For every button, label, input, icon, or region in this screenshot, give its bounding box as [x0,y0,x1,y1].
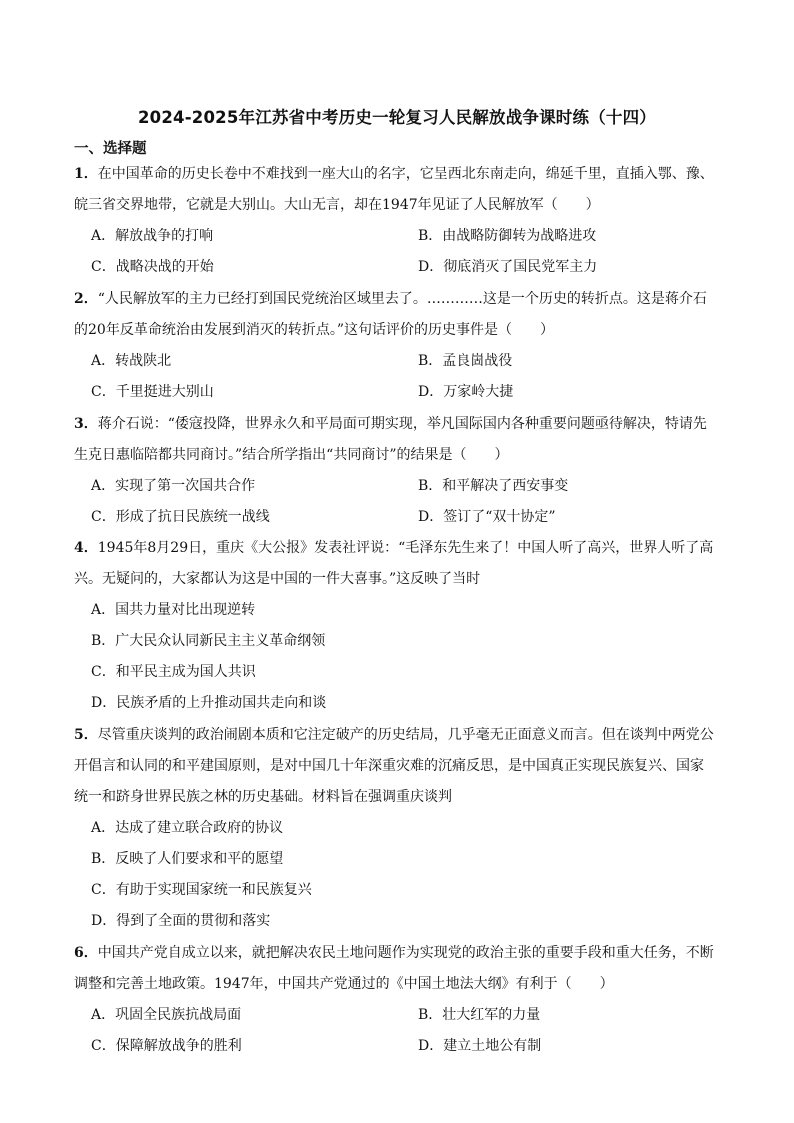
question-3-option-b[interactable]: B．和平解决了西安事变 [418,478,569,494]
question-3-line-1 [74,414,734,434]
question-6-text: 中国共产党自成立以来，就把解决农民土地问题作为实现党的政治主张的重要手段和重大任务，不断 [97,945,714,961]
question-5-number: 5． [74,727,98,743]
question-6-line-2: 调整和完善土地政策。1947年，中国共产党通过的《中国土地法大纲》有利于（ ） [74,976,614,992]
question-5-line-3: 统一和跻身世界民族之林的历史基础。材料旨在强调重庆谈判 [74,789,452,805]
question-3-option-a[interactable]: A．实现了第一次国共合作 [91,478,256,494]
question-6-number: 6． [74,945,98,961]
question-1-option-b[interactable]: B．由战略防御转为战略进攻 [418,228,597,244]
question-4-line-2: 兴。无疑问的，大家都认为这是中国的一件大喜事。”这反映了当时 [74,571,481,587]
question-3-option-c[interactable]: C．形成了抗日民族统一战线 [91,509,270,525]
question-2-number: 2． [74,291,98,307]
question-3-option-d[interactable]: D．签订了“双十协定” [418,509,556,525]
question-3-number: 3． [74,416,98,432]
question-1-text: 在中国革命的历史长卷中不难找到一座大山的名字，它呈西北东南走向，绵延千里，直插入鄂、豫、 [97,166,714,182]
question-2-text: “人民解放军的主力已经打到国民党统治区域里去了。…………这是一个历史的转折点。这是蒋介石 [97,291,707,307]
question-1-option-a[interactable]: A．解放战争的打响 [91,228,214,244]
question-1-number: 1． [74,166,98,182]
question-1-option-d[interactable]: D．彻底消灭了国民党军主力 [418,259,598,275]
section-heading: 一、选择题 [74,141,147,157]
question-2-option-a[interactable]: A．转战陕北 [91,353,172,369]
question-5-option-b[interactable]: B．反映了人们要求和平的愿望 [91,851,284,867]
question-2-option-b[interactable]: B．孟良崮战役 [418,353,513,369]
question-3-line-2: 生克日惠临陪都共同商讨。”结合所学指出“共同商讨”的结果是（ ） [74,447,509,463]
question-4-number: 4． [74,540,98,556]
question-5-line-2: 开倡言和认同的和平建国原则，是对中国几十年深重灾难的沉痛反思，是中国真正实现民族复兴、国家 [74,758,704,774]
question-1-line-1 [74,164,734,184]
question-2-option-c[interactable]: C．千里挺进大别山 [91,384,214,400]
question-4-option-a[interactable]: A．国共力量对比出现逆转 [91,602,256,618]
question-4-option-b[interactable]: B．广大民众认同新民主主义革命纲领 [91,633,326,649]
question-4-text: 1945年8月29日，重庆《大公报》发表社评说：“毛泽东先生来了！中国人听了高兴，世界人听了高 [97,540,714,556]
question-5-option-c[interactable]: C．有助于实现国家统一和民族复兴 [91,882,312,898]
question-6-option-a[interactable]: A．巩固全民族抗战局面 [91,1007,242,1023]
question-2-line-2: 的20年反革命统治由发展到消灭的转折点。”这句话评价的历史事件是（ ） [74,322,554,338]
page-title: 2024-2025年江苏省中考历史一轮复习人民解放战争课时练（十四） [138,108,656,127]
question-4-option-d[interactable]: D．民族矛盾的上升推动国共走向和谈 [91,695,327,711]
question-4-line-1 [74,538,734,558]
question-6-option-d[interactable]: D．建立土地公有制 [418,1038,542,1054]
question-5-line-1 [74,725,734,745]
question-1-line-2: 皖三省交界地带，它就是大别山。大山无言，却在1947年见证了人民解放军（ ） [74,197,600,213]
question-2-line-1 [74,289,734,309]
question-2-option-d[interactable]: D．万家岭大捷 [418,384,514,400]
question-5-text: 尽管重庆谈判的政治闹剧本质和它注定破产的历史结局，几乎毫无正面意义而言。但在谈判中两党公 [97,727,714,743]
question-6-option-c[interactable]: C．保障解放战争的胜利 [91,1038,242,1054]
question-3-text: 蒋介石说：“倭寇投降，世界永久和平局面可期实现，举凡国际国内各种重要问题亟待解决，特请先 [97,416,707,432]
question-5-option-a[interactable]: A．达成了建立联合政府的协议 [91,820,284,836]
question-6-option-b[interactable]: B．壮大红军的力量 [418,1007,541,1023]
question-4-option-c[interactable]: C．和平民主成为国人共识 [91,664,256,680]
question-1-option-c[interactable]: C．战略决战的开始 [91,259,214,275]
question-6-line-1 [74,943,734,963]
question-5-option-d[interactable]: D．得到了全面的贯彻和落实 [91,913,271,929]
